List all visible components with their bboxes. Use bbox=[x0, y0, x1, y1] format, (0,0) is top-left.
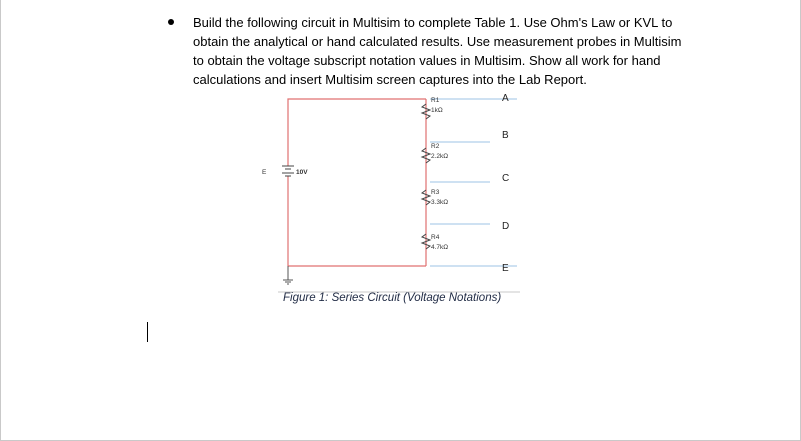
resistor-r2-value: 2.2kΩ bbox=[431, 153, 449, 160]
resistor-r3-value: 3.3kΩ bbox=[431, 199, 449, 206]
source-node-label: E bbox=[262, 169, 267, 176]
page-edge-left bbox=[0, 0, 1, 441]
resistor-r1-name: R1 bbox=[431, 97, 440, 104]
bullet-dot-icon bbox=[168, 19, 174, 25]
battery-symbol bbox=[282, 166, 294, 176]
resistor-r1-value: 1kΩ bbox=[431, 107, 443, 114]
node-label-b: B bbox=[502, 130, 509, 141]
ground-symbol bbox=[283, 266, 293, 284]
resistor-r4-value: 4.7kΩ bbox=[431, 244, 449, 251]
source-value-label: 10V bbox=[296, 169, 308, 176]
figure-caption: Figure 1: Series Circuit (Voltage Notations) bbox=[283, 292, 502, 304]
circuit-diagram bbox=[250, 90, 540, 305]
instruction-text: Build the following circuit in Multisim to complete Table 1. Use Ohm's Law or KVL to obtain the analytical or hand calculated results. Use measurement probes in Multisim to obtain the voltage subscript notation values in Multisim. Show all work for hand calculations and insert Multisim screen captures into the Lab Report. bbox=[193, 15, 682, 87]
node-label-c: C bbox=[502, 173, 510, 184]
node-label-d: D bbox=[502, 221, 510, 232]
circuit-figure bbox=[250, 90, 540, 305]
node-label-e: E bbox=[502, 263, 509, 274]
resistor-r4-name: R4 bbox=[431, 234, 440, 241]
text-cursor[interactable] bbox=[147, 322, 148, 342]
resistor-r3-name: R3 bbox=[431, 189, 440, 196]
node-label-a: A bbox=[502, 93, 509, 104]
resistor-r2-name: R2 bbox=[431, 143, 440, 150]
left-wire bbox=[288, 99, 426, 166]
